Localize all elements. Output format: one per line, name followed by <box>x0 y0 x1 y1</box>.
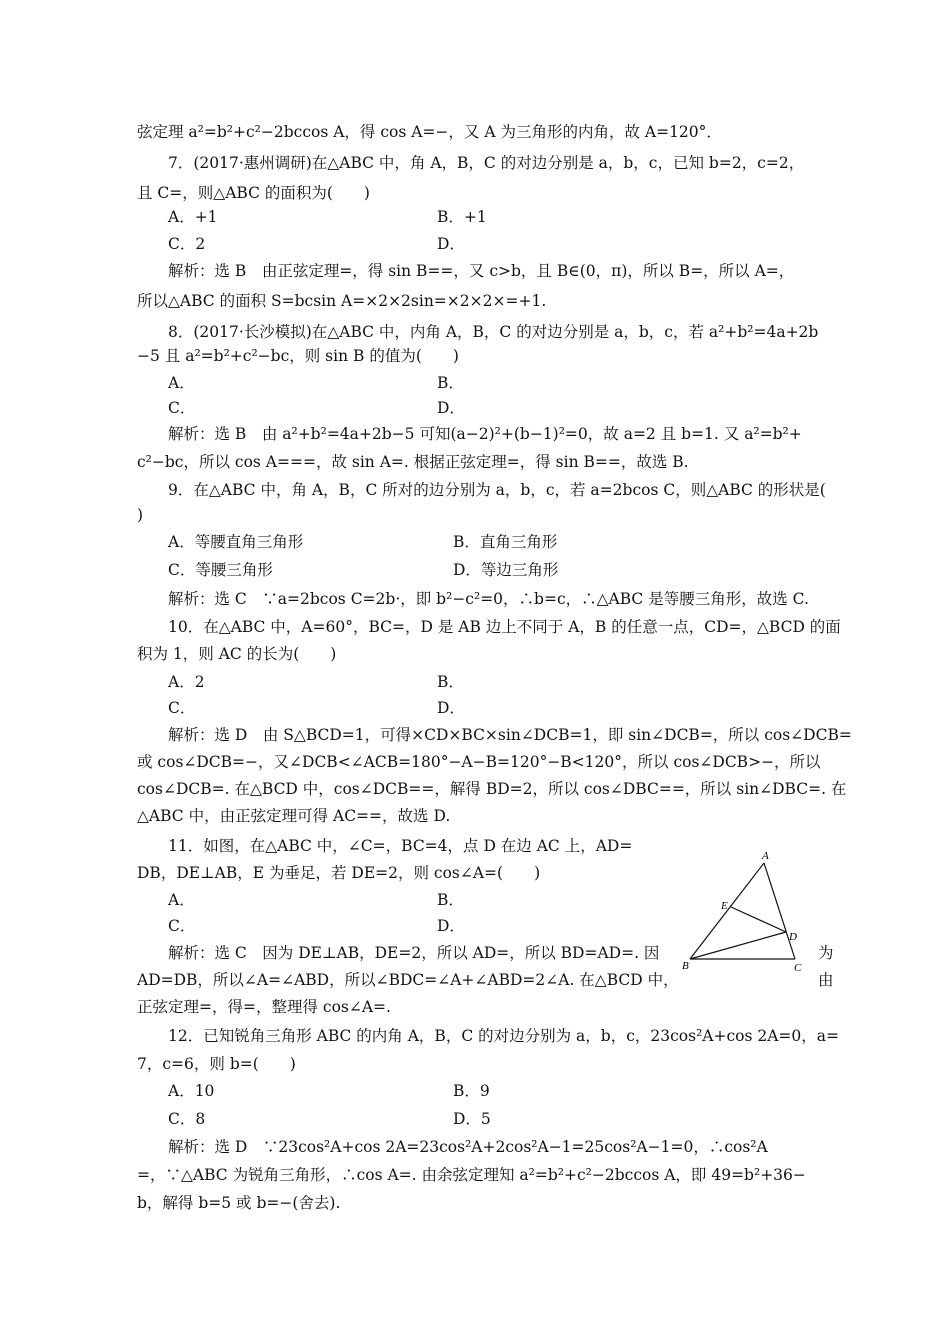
question-11-stem-cont: DB，DE⊥AB，E 为垂足，若 DE=2，则 cos∠A=( ) <box>137 864 541 882</box>
question-10-stem-cont: 积为 1，则 AC 的长为( ) <box>137 645 337 663</box>
label-d: D <box>789 931 797 943</box>
question-8-stem-cont: −5 且 a²=b²+c²−bc，则 sin B 的值为( ) <box>137 347 459 365</box>
label-e: E <box>721 900 728 912</box>
question-10-stem: 10．在△ABC 中，A=60°，BC=，D 是 AB 边上不同于 A，B 的任意一点，CD=，△BCD 的面 <box>168 618 841 636</box>
label-c: C <box>794 962 802 974</box>
question-11-option-d: D． <box>437 917 465 935</box>
question-12-solution: 解析：选 D ∵23cos²A+cos 2A=23cos²A+2cos²A−1=25cos²A−1=0，∴cos²A <box>168 1138 768 1156</box>
question-9-stem-cont: ) <box>137 506 144 524</box>
question-11-solution-cont: 正弦定理=，得=，整理得 cos∠A=. <box>137 998 391 1016</box>
question-7-option-b: B．+1 <box>437 208 487 226</box>
question-10-option-a: A．2 <box>168 673 205 691</box>
question-9-stem: 9．在△ABC 中，角 A，B，C 所对的边分别为 a，b，c，若 a=2bcos C，则△ABC 的形状是( <box>168 481 826 499</box>
question-9-option-a: A．等腰直角三角形 <box>168 533 304 551</box>
question-12-option-c: C．8 <box>168 1110 206 1128</box>
question-11-option-c: C． <box>168 917 196 935</box>
question-12-stem-cont: 7，c=6，则 b=( ) <box>137 1055 296 1073</box>
question-10-solution-cont: △ABC 中，由正弦定理可得 AC==，故选 D. <box>137 807 451 825</box>
question-12-solution-cont: b，解得 b=5 或 b=−(舍去). <box>137 1194 341 1212</box>
question-11-solution: 解析：选 C 因为 DE⊥AB，DE=2，所以 AD=，所以 BD=AD=. 因 <box>168 944 660 962</box>
question-8-option-a: A． <box>168 374 195 392</box>
question-11-stem: 11．如图，在△ABC 中，∠C=，BC=4，点 D 在边 AC 上，AD= <box>168 837 633 855</box>
question-7-option-c: C．2 <box>168 235 206 253</box>
question-9-option-d: D．等边三角形 <box>453 561 559 579</box>
question-9-option-c: C．等腰三角形 <box>168 561 273 579</box>
question-7-solution: 解析：选 B 由正弦定理=，得 sin B==，又 c>b，且 B∈(0，π)，所以 B=，所以 A=， <box>168 262 795 280</box>
question-10-solution: 解析：选 D 由 S△BCD=1，可得×CD×BC×sin∠DCB=1，即 sin∠DCB=，所以 cos∠DCB= <box>168 726 852 744</box>
question-11-solution-tail: 由 <box>818 971 834 989</box>
question-12-solution-cont: =，∵△ABC 为锐角三角形，∴cos A=. 由余弦定理知 a²=b²+c²−2bccos A，即 49=b²+36− <box>137 1166 806 1184</box>
question-10-option-d: D． <box>437 699 465 717</box>
question-10-option-c: C． <box>168 699 196 717</box>
question-12-option-b: B．9 <box>453 1082 490 1100</box>
question-8-option-c: C． <box>168 399 196 417</box>
label-b: B <box>682 960 689 972</box>
question-7-option-a: A．+1 <box>168 208 218 226</box>
question-8-solution-cont: c²−bc，所以 cos A===，故 sin A=. 根据正弦定理=，得 sin B==，故选 B. <box>137 453 689 471</box>
question-11-option-a: A． <box>168 891 195 909</box>
question-10-solution-cont: 或 cos∠DCB=−，又∠DCB<∠ACB=180°−A−B=120°−B<120°，所以 cos∠DCB>−，所以 <box>137 753 821 771</box>
question-12-stem: 12．已知锐角三角形 ABC 的内角 A，B，C 的对边分别为 a，b，c，23cos²A+cos 2A=0，a= <box>168 1027 839 1045</box>
question-7-stem: 7．(2017·惠州调研)在△ABC 中，角 A，B，C 的对边分别是 a，b，c，已知 b=2，c=2， <box>168 154 805 172</box>
label-a: A <box>762 850 769 862</box>
segment-bd <box>690 932 786 959</box>
question-8-solution: 解析：选 B 由 a²+b²=4a+2b−5 可知(a−2)²+(b−1)²=0，故 a=2 且 b=1. 又 a²=b²+ <box>168 425 802 443</box>
question-10-solution-cont: cos∠DCB=. 在△BCD 中，cos∠DCB==，解得 BD=2，所以 cos∠DBC==，所以 sin∠DBC=. 在 <box>137 780 847 798</box>
segment-de <box>731 907 786 932</box>
question-11-option-b: B． <box>437 891 464 909</box>
question-7-stem-cont: 且 C=，则△ABC 的面积为( ) <box>137 184 370 202</box>
question-12-option-d: D．5 <box>453 1110 491 1128</box>
text-line: 弦定理 a²=b²+c²−2bccos A，得 cos A=−，又 A 为三角形的内角，故 A=120°． <box>137 123 722 141</box>
question-8-stem: 8．(2017·长沙模拟)在△ABC 中，内角 A，B，C 的对边分别是 a，b，c，若 a²+b²=4a+2b <box>168 323 819 341</box>
triangle-figure <box>678 847 818 977</box>
question-10-option-b: B． <box>437 673 464 691</box>
segment-ac <box>764 863 795 959</box>
question-12-option-a: A．10 <box>168 1082 215 1100</box>
question-8-option-d: D． <box>437 399 465 417</box>
question-8-option-b: B． <box>437 374 464 392</box>
question-7-solution-cont: 所以△ABC 的面积 S=bcsin A=×2×2sin=×2×2×=+1. <box>137 292 547 310</box>
question-7-option-d: D． <box>437 235 465 253</box>
question-11-solution-tail: 为 <box>818 944 834 962</box>
question-11-solution-cont: AD=DB，所以∠A=∠ABD，所以∠BDC=∠A+∠ABD=2∠A. 在△BCD 中， <box>137 971 679 989</box>
question-9-option-b: B．直角三角形 <box>453 533 558 551</box>
question-9-solution: 解析：选 C ∵a=2bcos C=2b·，即 b²−c²=0，∴b=c，∴△ABC 是等腰三角形，故选 C. <box>168 590 809 608</box>
